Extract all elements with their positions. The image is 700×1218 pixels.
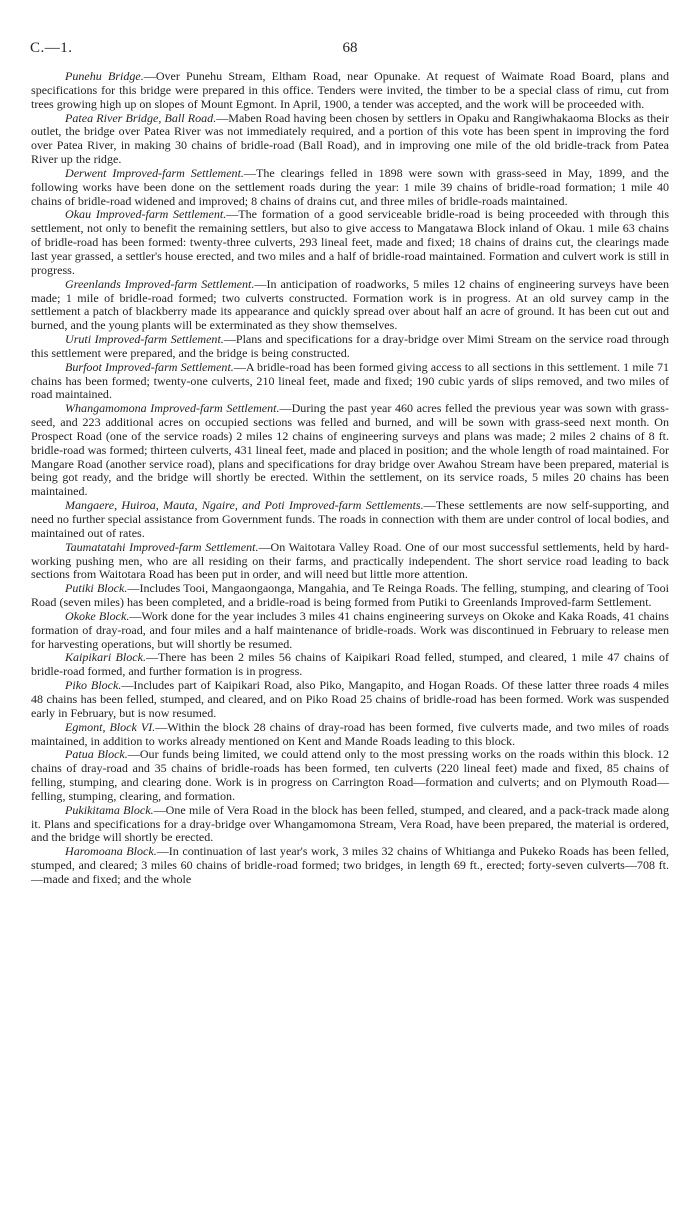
paragraph-text: —Work done for the year includes 3 miles 41 chains engineering surveys on Okoke and Kaka Roads, 41 chains formation of dray-road, and four miles and a half maintenance of bridle-roads. Work was discontinued in February to release men for harvesting operations, but will shortly be resumed. (31, 608, 669, 651)
paragraph-title: Uruti Improved-farm Settlement. (65, 332, 224, 347)
paragraph-text: —The formation of a good serviceable bridle-road is being proceeded with through this settlement, not only to benefit the remaining settlers, but also to give access to Mangatawa Block inland of Okau. 1 mile 63 chains of bridle-road has been formed: twenty-three culverts, 293 lineal feet, made and fixed; 18 chains of drains cut, the clearings made last year grassed, a settler's house erected, and two miles and a half of bridle-road maintained. Formation and culvert work is still in progress. (31, 207, 670, 277)
document-body (31, 70, 669, 887)
paragraph-text: —Includes Tooi, Mangaongaonga, Mangahia, and Te Reinga Roads. The felling, stumping, and clearing of Tooi Road (seven miles) has been completed, and a bridle-road is being formed from Putiki to Greenlands Improved-farm Settlement. (31, 581, 669, 610)
paragraph-title: Pukikitama Block. (65, 802, 154, 817)
paragraph-title: Mangaere, Huiroa, Mauta, Ngaire, and Poti Improved-farm Settlements. (65, 498, 424, 513)
paragraph-text: —There has been 2 miles 56 chains of Kaipikari Road felled, stumped, and cleared, 1 mile 47 chains of bridle-road formed, and further formation is in progress. (31, 650, 669, 679)
paragraph-title: Putiki Block. (65, 581, 128, 596)
document-reference: C.—1. (30, 40, 73, 56)
paragraph-text: —Within the block 28 chains of dray-road has been formed, five culverts made, and two miles of roads maintained, in addition to works already mentioned on Kent and Mande Roads leading to this block. (31, 719, 669, 748)
paragraph-text: —Our funds being limited, we could attend only to the most pressing works on the roads within this block. 12 chains of dray-road and 35 chains of bridle-roads has been formed, ten culverts (220 lineal feet) made and fixed, 85 chains of felling, stumping, and clearing done. Work is in progress on Carrington Road—formation and culverts; and on Plymouth Road—felling, stumping, clearing, and formation. (31, 747, 669, 803)
paragraph-burfoot-settlement (31, 361, 669, 403)
paragraph-haromoana-block (31, 845, 669, 887)
paragraph-pukikitama-block (31, 804, 669, 846)
paragraph-title: Whangamomona Improved-farm Settlement. (65, 401, 280, 416)
paragraph-title: Egmont, Block VI. (65, 719, 156, 734)
paragraph-text: —During the past year 460 acres felled the previous year was sown with grass-seed, and 223 additional acres on occupied sections was felled and burned, and will be sown with grass-seed next month. On Prospect Road (one of the service roads) 2 miles 12 chains of engineering surveys and plans was made; 2 miles 2 chains of 8 ft. bridle-road was formed; thirteen culverts, 431 lineal feet, made and placed in position; and the whole length of road maintained. For Mangare Road (another service road), plans and specifications for dray bridge over Awahou Stream have been prepared, material is being got ready, and the bridge will shortly be erected. Within the settlement, on its service roads, 5 miles 20 chains has been maintained. (31, 401, 669, 499)
paragraph-title: Okau Improved-farm Settlement. (65, 207, 227, 222)
paragraph-text: —One mile of Vera Road in the block has been felled, stumped, and cleared, and a pack-track made along it. Plans and specifications for a dray-bridge over Whangamomona Stream, Vera Road, have been prepared, the material is ordered, and the bridge will shortly be erected. (31, 802, 670, 845)
paragraph-title: Okoke Block. (65, 608, 130, 623)
paragraph-uruti-settlement (31, 333, 669, 361)
paragraph-title: Patua Block. (65, 747, 128, 762)
paragraph-okoke-block (31, 610, 669, 652)
paragraph-text: —These settlements are now self-supporting, and need no further special assistance from Government funds. The roads in connection with them are under control of local bodies, and maintained out of rates. (31, 498, 670, 540)
paragraph-patua-block (31, 748, 669, 803)
paragraph-patea-river-bridge (31, 112, 669, 167)
paragraph-title: Kaipikari Block. (65, 650, 146, 665)
paragraph-text: —Over Punehu Stream, Eltham Road, near Opunake. At request of Waimate Road Board, plans and specifications for this bridge were prepared in this office. Tenders were invited, the timber to be a special class of rimu, cut from trees growing high up on slopes of Mount Egmont. In April, 1900, a tender was accepted, and the work will be proceeded with. (31, 69, 669, 111)
paragraph-text: —The clearings felled in 1898 were sown with grass-seed in May, 1899, and the following works have been done on the settlement roads during the year: 1 mile 39 chains of bridle-road formation; 1 mile 40 chains of bridle-road widened and improved; 8 chains of drains cut, and three miles of bridle-roads maintained. (31, 165, 669, 208)
paragraph-taumatatahi-settlement (31, 541, 669, 583)
paragraph-punehu-bridge (31, 70, 669, 112)
paragraph-whangamomona-settlement (31, 402, 669, 499)
paragraph-title: Piko Block. (65, 678, 122, 693)
paragraph-text: —Maben Road having been chosen by settlers in Opaku and Rangiwhakaoma Blocks as their outlet, the bridge over Patea River was not immediately required, and a portion of this vote has been spent in improving the ford over Patea River, in making 30 chains of bridle-road (Ball Road), and in improving one mile of the old bridle-track from Patea River up the ridge. (31, 110, 669, 167)
page-header (30, 40, 670, 60)
paragraph-title: Burfoot Improved-farm Settlement. (65, 359, 234, 374)
paragraph-text: —On Waitotara Valley Road. One of our most successful settlements, held by hard-working pushing men, who are all residing on their farms, and practically independent. The short service road leading to back sections from Waitotara Road has been put in order, and will need but little more attention. (31, 539, 669, 582)
paragraph-text: —A bridle-road has been formed giving access to all sections in this settlement. 1 mile 71 chains has been formed; twenty-one culverts, 210 lineal feet, made and fixed; 190 cubic yards of slips removed, and two miles of road maintained. (31, 359, 669, 402)
paragraph-piko-block (31, 679, 669, 721)
paragraph-okau-settlement (31, 208, 669, 277)
paragraph-putiki-block (31, 582, 669, 610)
paragraph-title: Haromoana Block. (65, 844, 157, 859)
paragraph-self-supporting-settlements (31, 499, 669, 541)
paragraph-kaipikari-block (31, 651, 669, 679)
paragraph-title: Derwent Improved-farm Settlement. (65, 165, 244, 180)
page-number: 68 (342, 40, 358, 56)
paragraph-derwent-settlement (31, 167, 669, 209)
paragraph-greenlands-settlement (31, 278, 669, 333)
paragraph-egmont-block (31, 721, 669, 749)
paragraph-text: —In anticipation of roadworks, 5 miles 12 chains of engineering surveys have been made; 1 mile of bridle-road formed; two culverts constructed. Formation work is in progress. At an old survey camp in the settlement a patch of blackberry made its appearance and quickly spread over about half an acre of ground. It has been cut out and burned, and the young plants will be exterminated as they show themselves. (31, 276, 670, 333)
paragraph-title: Punehu Bridge. (65, 69, 144, 83)
paragraph-text: —In continuation of last year's work, 3 miles 32 chains of Whitianga and Pukeko Roads has been felled, stumped, and cleared; 3 miles 60 chains of bridle-road formed; two bridges, in length 69 ft., erected; forty-seven culverts—708 ft.—made and fixed; and the whole (31, 844, 669, 886)
paragraph-text: —Plans and specifications for a dray-bridge over Mimi Stream on the service road through this settlement were prepared, and the bridge is being constructed. (31, 332, 669, 360)
paragraph-title: Taumatatahi Improved-farm Settlement. (65, 539, 259, 554)
paragraph-text: —Includes part of Kaipikari Road, also Piko, Mangapito, and Hogan Roads. Of these latter three roads 4 miles 48 chains has been felled, stumped, and cleared, and on Piko Road 25 chains of bridle-road has been formed. Work was suspended early in February, but is now resumed. (31, 678, 669, 720)
paragraph-title: Patea River Bridge, Ball Road. (65, 110, 217, 125)
paragraph-title: Greenlands Improved-farm Settlement. (65, 276, 255, 291)
